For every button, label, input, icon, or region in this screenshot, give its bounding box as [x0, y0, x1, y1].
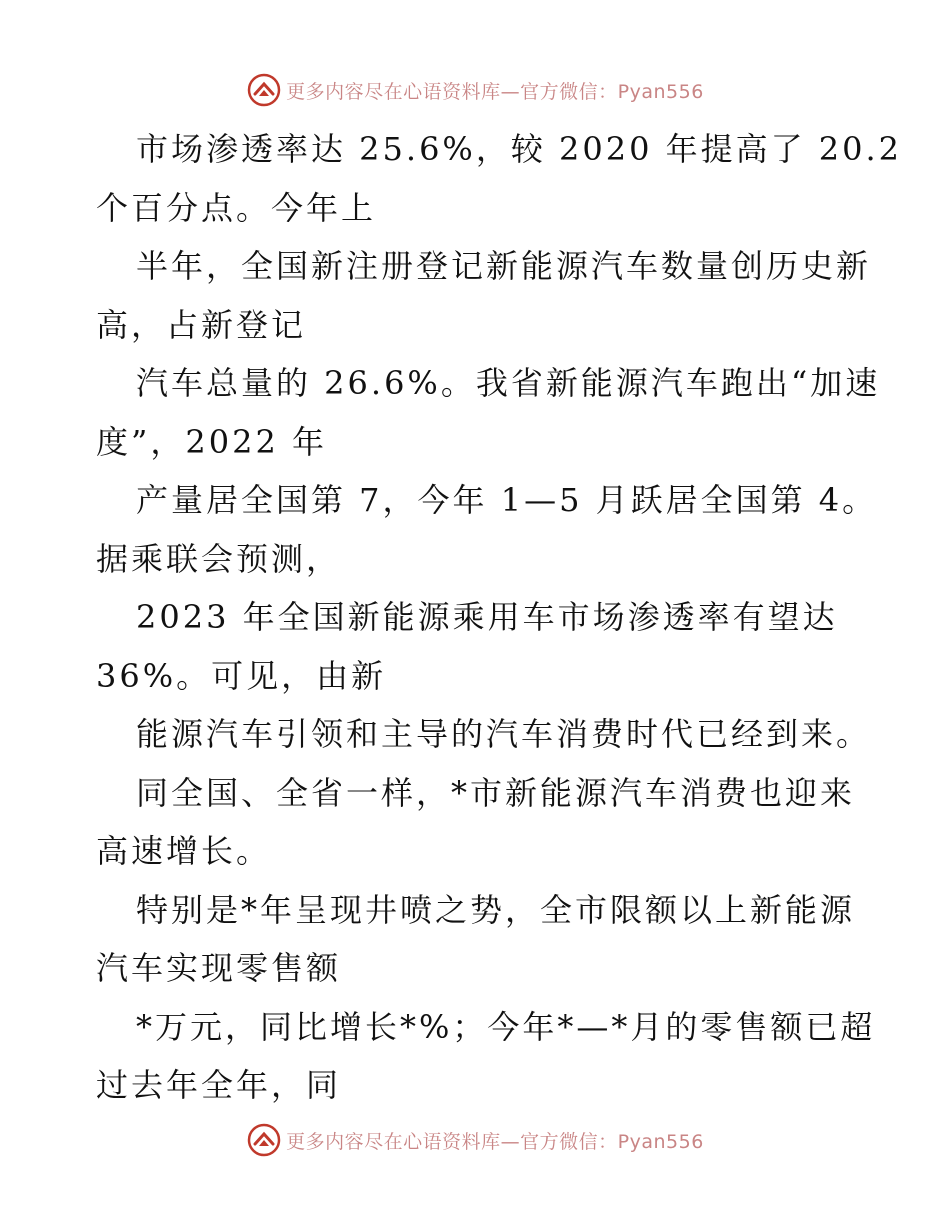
- text-line: 同全国、全省一样，*市新能源汽车消费也迎来: [136, 773, 856, 812]
- text-line: 过去年全年，同: [96, 1066, 342, 1104]
- text-line: 产量居全国第 7，今年 1—5 月跃居全国第 4。: [136, 481, 878, 519]
- text-line: 度”，2022 年: [96, 422, 327, 461]
- paragraph: [96, 881, 856, 998]
- text-line: 据乘联会预测，: [96, 539, 342, 578]
- text-line: 汽车总量的 26.6%。我省新能源汽车跑出“加速: [136, 364, 881, 402]
- paragraph: [96, 354, 881, 471]
- footer-watermark: [0, 1120, 950, 1160]
- text-line: *万元，同比增长*%；今年*—*月的零售额已超: [136, 1007, 876, 1046]
- text-line: 高，占新登记: [96, 305, 307, 344]
- paragraph: [96, 120, 903, 237]
- watermark-text: 更多内容尽在心语资料库—官方微信：Pyan556: [286, 1130, 704, 1153]
- text-line: 个百分点。今年上: [96, 188, 377, 227]
- paragraph: [96, 471, 878, 588]
- header-watermark: [0, 70, 950, 110]
- paragraph: [96, 705, 872, 764]
- text-line: 高速增长。: [96, 832, 272, 870]
- paragraph: [96, 588, 856, 705]
- text-line: 36%。可见，由新: [96, 656, 387, 695]
- watermark-text: 更多内容尽在心语资料库—官方微信：Pyan556: [286, 80, 704, 103]
- paragraph: [96, 764, 856, 881]
- text-line: 汽车实现零售额: [96, 949, 342, 987]
- paragraph: [96, 237, 872, 354]
- text-line: 市场渗透率达 25.6%，较 2020 年提高了 20.2: [136, 130, 903, 168]
- text-line: 能源汽车引领和主导的汽车消费时代已经到来。: [136, 715, 872, 753]
- text-line: 2023 年全国新能源乘用车市场渗透率有望达: [136, 598, 838, 636]
- book-logo-icon: [246, 72, 282, 108]
- paragraph: [96, 998, 876, 1115]
- document-body: [96, 120, 903, 1115]
- book-logo-icon: [246, 1122, 282, 1158]
- text-line: 半年，全国新注册登记新能源汽车数量创历史新: [136, 247, 872, 285]
- text-line: 特别是*年呈现井喷之势，全市限额以上新能源: [136, 890, 856, 929]
